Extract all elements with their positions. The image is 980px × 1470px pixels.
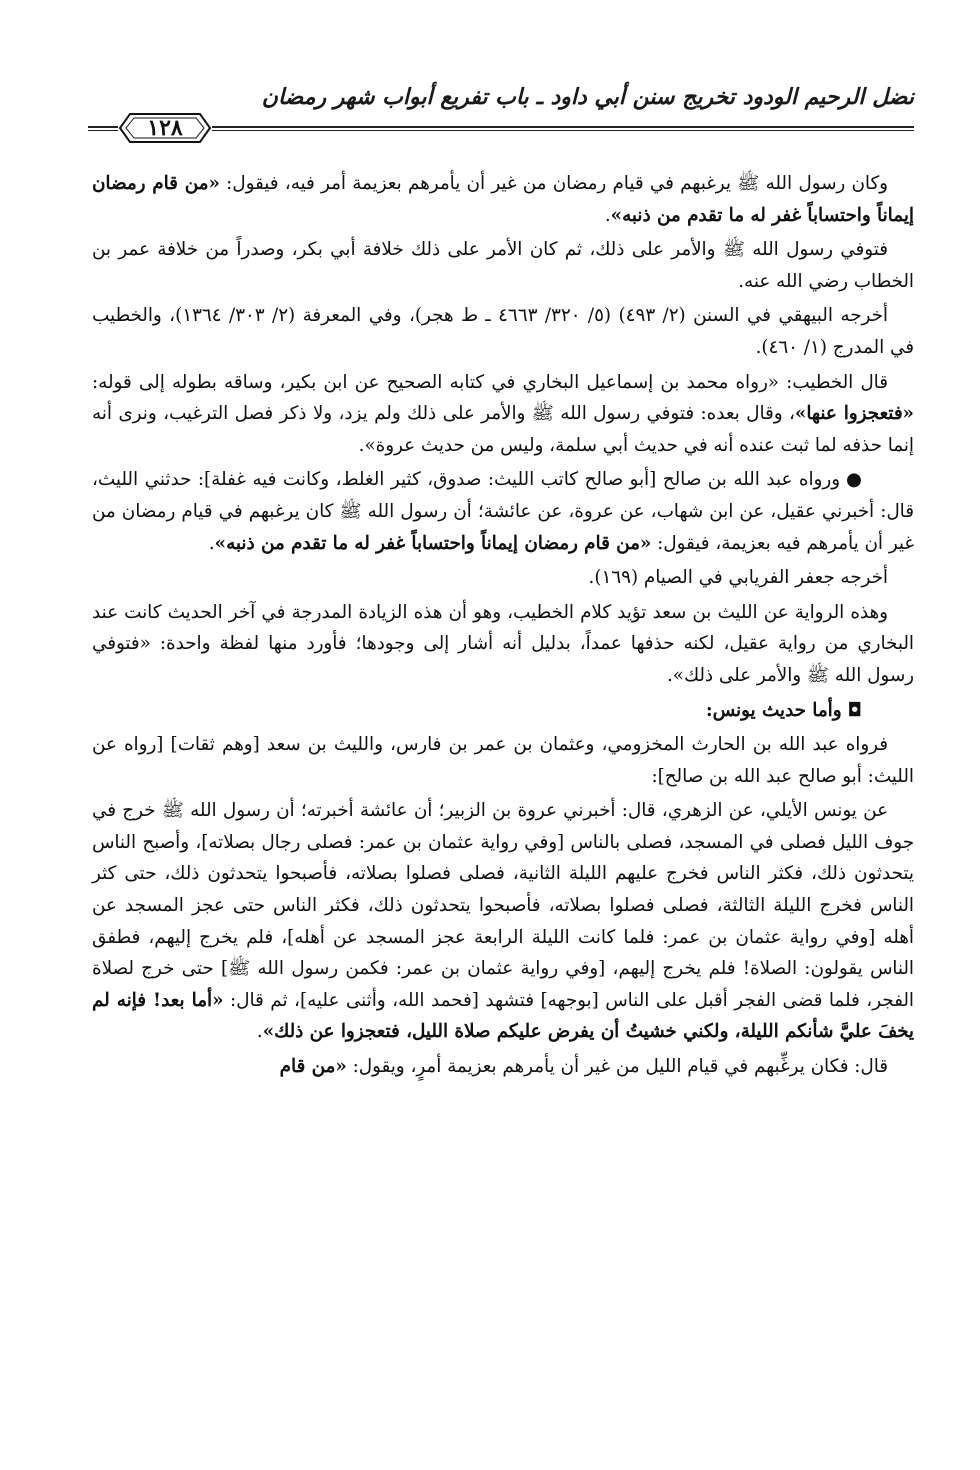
paragraph [92,234,914,297]
text-run: أخرجه جعفر الفريابي في الصيام (١٦٩). [588,567,888,589]
hadith-quote: «من قام [279,1056,347,1078]
paragraph [92,597,914,692]
paragraph [92,367,914,462]
section-heading [92,695,914,727]
text-run: وهذه الرواية عن الليث بن سعد تؤيد كلام الخطيب، وهو أن هذه الزيادة المدرجة في آخر الحديث كانت عند البخاري من رواية عقيل، لكنه حذفها عمداً، بدليل أنه أشار إلى وجودها؛ فأورد منها لفظة واحدة: «فتوفي رسول الله ﷺ والأمر على ذلك». [92,601,914,686]
running-title: نضل الرحيم الودود تخريج سنن أبي داود ـ باب تفريع أبواب شهر رمضان [261,84,914,110]
text-run: أخرجه البيهقي في السنن (٢/ ٤٩٣) (٥/ ٣٢٠/ ٤٦٦٣ ـ ط هجر)، وفي المعرفة (٢/ ٣٠٣/ ١٣٦٤)، والخطيب في المدرج (١/ ٤٦٠). [92,305,914,358]
page-body [92,168,914,1086]
paragraph [92,464,914,559]
paragraph [92,795,914,1048]
text-run: ورواه عبد الله بن صالح [أبو صالح كاتب الليث: صدوق، كثير الغلط، وكانت فيه غفلة]: حدثني الليث، قال: أخبرني عقيل، عن ابن شهاب، عن عروة، عن عائشة؛ أن رسول الله ﷺ كان يرغبهم في قيام رمضان من غير أن يأمرهم فيه بعزيمة، فيقول: [92,469,914,554]
section-heading-text: وأما حديث يونس: [705,699,842,721]
hadith-quote: «فتعجزوا عنها» [794,403,914,425]
header-rule-end [88,126,118,131]
text-run: عن يونس الأيلي، عن الزهري، قال: أخبرني عروة بن الزبير؛ أن عائشة أخبرته؛ أن رسول الله ﷺ خرج في جوف الليل فصلى في المسجد، فصلى بالناس [وفي رواية عثمان بن عمر: فصلى رجال بصلاته]، وأصبح الناس يتحدثون ذلك، فكثر الناس فخرج عليهم الليلة الثانية، فصلى فصلوا بصلاته، فأصبحوا يتحدثون ذلك، حتى كثر الناس فخرج الليلة الثالثة، فصلى فصلوا بصلاته، فأصبحوا يتحدثون ذلك، فكثر الناس حتى عجز المسجد عن أهله [وفي رواية عثمان بن عمر: فلما كانت الليلة الرابعة عجز المسجد عن أهله]، فلم يخرج إليهم، فطفق الناس يقولون: الصلاة! فلم يخرج إليهم، [وفي رواية عثمان بن عمر: فكمن رسول الله ﷺ] حتى خرج لصلاة الفجر، فلما قضى الفجر أقبل على الناس [بوجهه] فتشهد [فحمد الله، وأثنى عليه]، ثم قال: [92,800,914,1011]
text-run: قال الخطيب: «رواه محمد بن إسماعيل البخاري في كتابه الصحيح عن ابن بكير، وساقه بطوله إلى قوله: [92,371,888,393]
bullet-icon: ● [846,469,862,491]
text-run: ، وقال بعده: فتوفي رسول الله ﷺ والأمر على ذلك ولم يزد، ولا ذكر فصل الترغيب، ونرى أنه إنما حذفه لما ثبت عنده أنه في حديث أبي سلمة، وليس من حديث عروة». [92,403,914,456]
paragraph [92,300,914,363]
text-run: . [256,1021,263,1043]
hadith-quote: «من قام رمضان إيماناً واحتساباً غفر له ما تقدم من ذنبه» [214,532,652,554]
text-run: قال: فكان يرغِّبهم في قيام الليل من غير أن يأمرهم بعزيمة أمرٍ، ويقول: [346,1056,888,1078]
paragraph [92,562,914,594]
paragraph [92,729,914,792]
text-run: فتوفي رسول الله ﷺ والأمر على ذلك، ثم كان الأمر على ذلك خلافة أبي بكر، وصدراً من خلافة عمر بن الخطاب رضي الله عنه. [92,239,914,292]
text-run: فرواه عبد الله بن الحارث المخزومي، وعثمان بن عمر بن فارس، والليث بن سعد [وهم ثقات] [رواه عن الليث: أبو صالح عبد الله بن صالح]: [92,734,914,787]
text-run: . [208,532,215,554]
header-rule [212,126,914,131]
hadith-quote: «من قام رمضان إيماناً واحتساباً غفر له ما تقدم من ذنبه» [92,173,914,226]
section-marker-icon: ◘ [847,699,862,721]
text-run: وكان رسول الله ﷺ يرغبهم في قيام رمضان من غير أن يأمرهم بعزيمة أمر فيه، فيقول: [219,173,888,194]
page-number-badge [118,112,212,144]
page-number: ١٢٨ [147,115,183,141]
page-header [92,78,914,148]
hadith-quote: «أما بعد! فإنه لم يخفَ عليَّ شأنكم الليلة، ولكني خشيتُ أن يفرض عليكم صلاة الليل، فتعجزوا عن ذلك» [92,989,914,1043]
text-run: . [604,204,611,226]
paragraph [92,1051,914,1083]
paragraph [92,168,914,231]
